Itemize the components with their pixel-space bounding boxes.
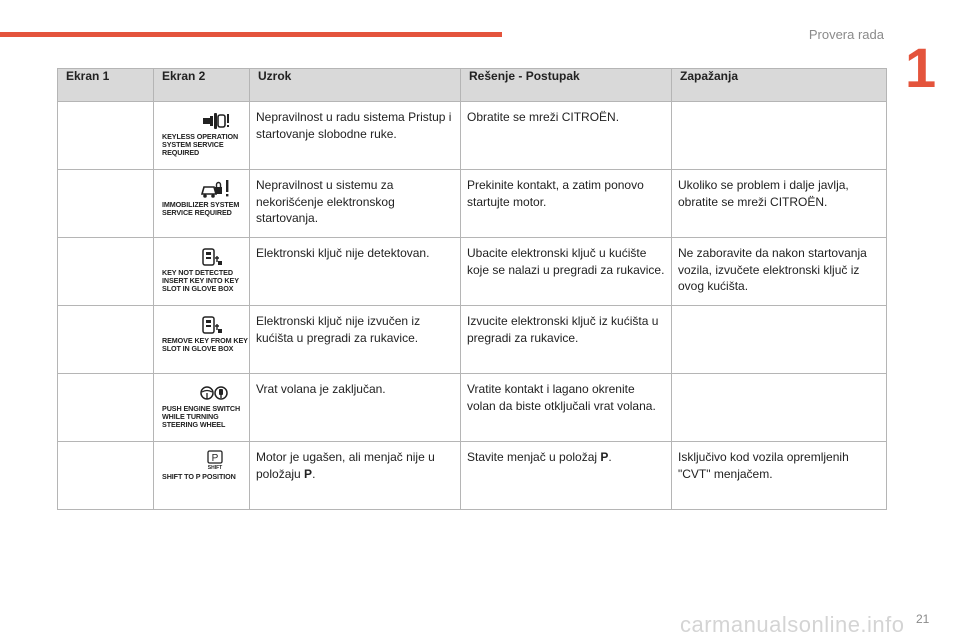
warning-messages-table (57, 68, 887, 510)
solution-cell (461, 442, 672, 510)
table-row (58, 442, 887, 510)
cause-cell: Nepravilnost u radu sistema Pristup i startovanje slobodne ruke. (250, 102, 461, 170)
table-row (58, 238, 887, 306)
note-cell (672, 102, 887, 170)
screen1-cell (58, 306, 154, 374)
shift-p-letter: P (211, 453, 219, 464)
solution-text: Stavite menjač u položaj (467, 450, 601, 464)
table-row (58, 102, 887, 170)
cause-cell: Nepravilnost u sistemu za nekorišćenje elektronskog startovanja. (250, 170, 461, 238)
cause-cell (250, 442, 461, 510)
header-resenje: Rešenje - Postupak (461, 69, 672, 102)
screen1-cell (58, 170, 154, 238)
note-cell (672, 306, 887, 374)
header-ekran-2: Ekran 2 (154, 69, 250, 102)
screen2-cell (154, 306, 250, 374)
screen2-cell (154, 102, 250, 170)
table-row (58, 170, 887, 238)
note-cell (672, 374, 887, 442)
display-message: PUSH ENGINE SWITCH WHILE TURNING STEERING WHEEL (162, 404, 241, 429)
section-title: Provera rada (808, 27, 884, 42)
keyless-warning-icon (200, 110, 230, 132)
shift-p-icon (200, 450, 230, 472)
shift-label: SHIFT (207, 465, 223, 471)
screen1-cell (58, 442, 154, 510)
cause-cell: Vrat volana je zaključan. (250, 374, 461, 442)
header-ekran-1: Ekran 1 (58, 69, 154, 102)
screen2-cell (154, 374, 250, 442)
table-row (58, 374, 887, 442)
page-number: 21 (916, 612, 930, 626)
solution-cell: Izvucite elektronski ključ iz kućišta u pregradi za rukavice. (461, 306, 672, 374)
screen2-cell (154, 170, 250, 238)
screen1-cell (58, 238, 154, 306)
key-fob-icon (200, 314, 230, 336)
display-message: KEY NOT DETECTED INSERT KEY INTO KEY SLOT IN GLOVE BOX (162, 268, 239, 293)
header-zapazanja: Zapažanja (672, 69, 887, 102)
display-message: IMMOBILIZER SYSTEM SERVICE REQUIRED (162, 200, 240, 217)
screen2-cell (154, 442, 250, 510)
cause-cell: Elektronski ključ nije detektovan. (250, 238, 461, 306)
key-fob-icon (200, 246, 230, 268)
solution-cell: Prekinite kontakt, a zatim ponovo startujte motor. (461, 170, 672, 238)
table-row (58, 306, 887, 374)
screen1-cell (58, 374, 154, 442)
screen1-cell (58, 102, 154, 170)
cause-end: . (312, 466, 316, 481)
solution-cell: Obratite se mreži CITROËN. (461, 102, 672, 170)
display-message: KEYLESS OPERATION SYSTEM SERVICE REQUIRED (162, 132, 239, 157)
solution-cell: Ubacite elektronski ključ u kućište koje se nalazi u pregradi za rukavice. (461, 238, 672, 306)
accent-bar (0, 32, 502, 37)
solution-end: . (608, 450, 612, 464)
chapter-number: 1 (905, 36, 937, 99)
steering-lock-icon (200, 382, 230, 404)
table-header-row (58, 69, 887, 102)
cause-cell: Elektronski ključ nije izvučen iz kućišta u pregradi za rukavice. (250, 306, 461, 374)
immobilizer-warning-icon (200, 178, 230, 200)
note-cell: Isključivo kod vozila opremljenih "CVT" menjačem. (672, 442, 887, 510)
display-message: SHIFT TO P POSITION (162, 472, 236, 481)
cause-text: Motor je ugašen, ali menjač nije u položaju (256, 450, 435, 481)
watermark: carmanualsonline.info (680, 612, 905, 637)
note-cell: Ukoliko se problem i dalje javlja, obratite se mreži CITROËN. (672, 170, 887, 238)
note-cell: Ne zaboravite da nakon startovanja vozila, izvučete elektronski ključ iz ovog kućišta. (672, 238, 887, 306)
display-message: REMOVE KEY FROM KEY SLOT IN GLOVE BOX (162, 336, 248, 353)
gear-position: P (304, 466, 313, 481)
screen2-cell (154, 238, 250, 306)
header-uzrok: Uzrok (250, 69, 461, 102)
gear-position: P (600, 450, 609, 464)
solution-cell: Vratite kontakt i lagano okrenite volan da biste otključali vrat volana. (461, 374, 672, 442)
